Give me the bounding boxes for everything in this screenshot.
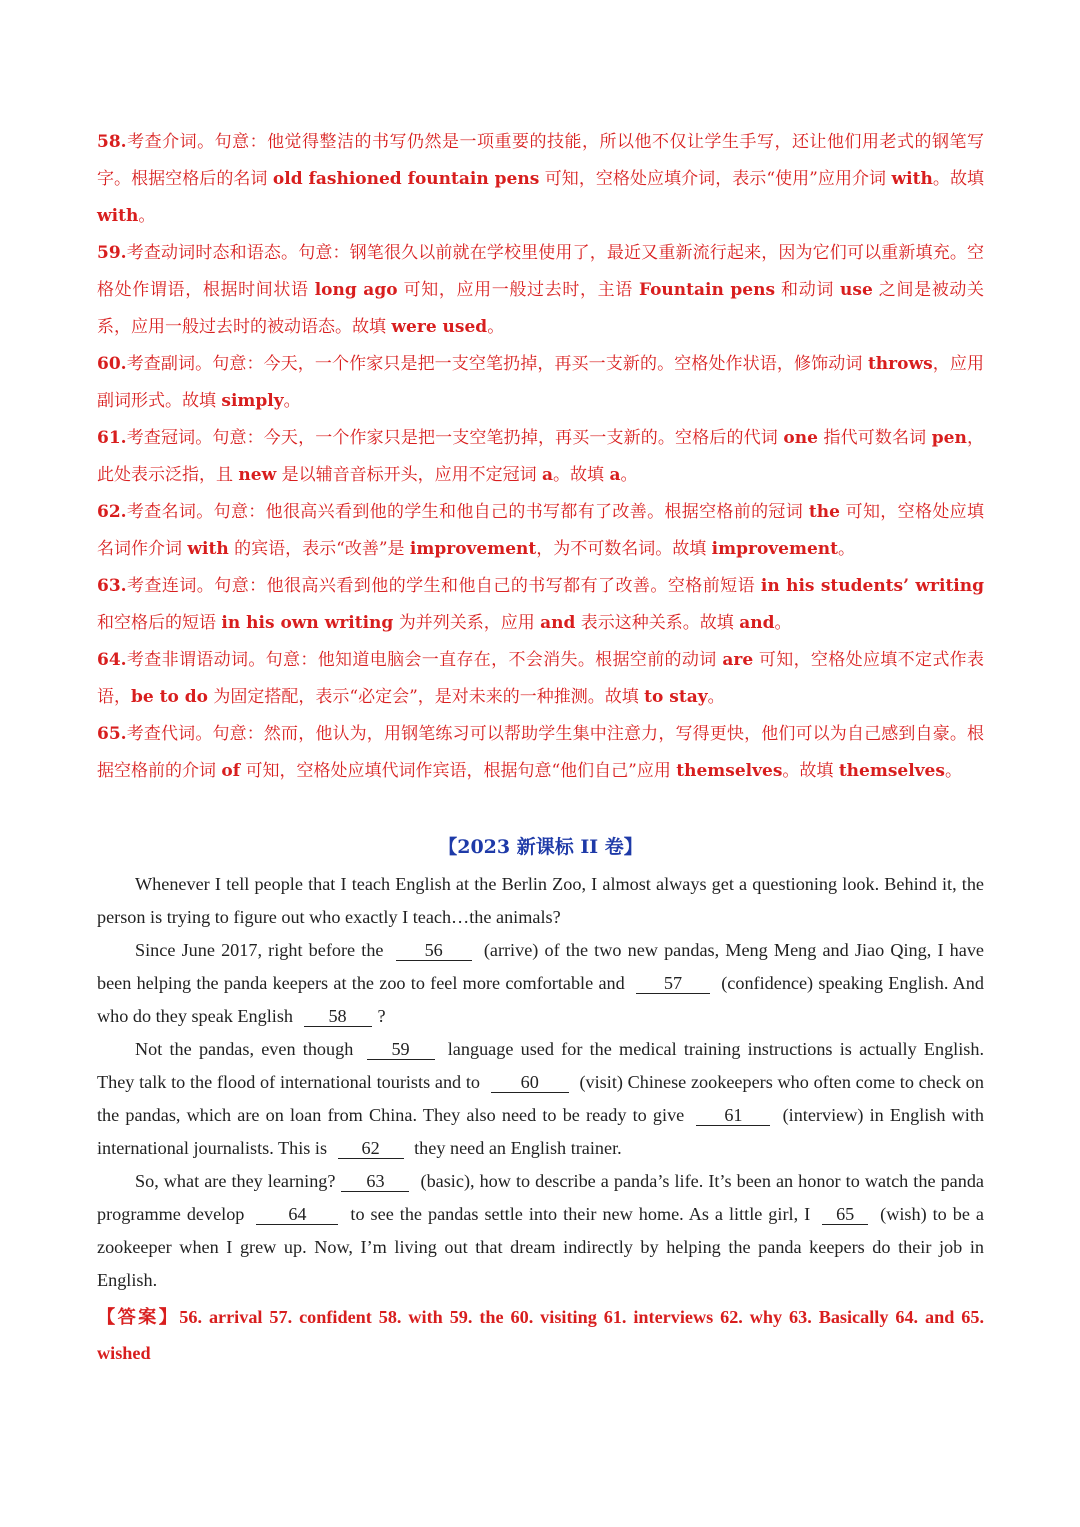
analysis-text: 。	[138, 206, 156, 226]
analysis-text: ，为不可数名词。故填	[536, 539, 712, 559]
analysis-keyword: themselves	[838, 761, 945, 781]
analysis-item-59	[97, 235, 984, 346]
blank-57: 57	[636, 973, 710, 994]
analysis-keyword: are	[722, 650, 754, 670]
analysis-keyword: of	[221, 761, 241, 781]
analysis-text: 考查介词。句意：他觉得整洁的书写仍然是一项重要的技能，所以他不仅让学生手写，还让他们用老式的钢笔写字。根据空格后的名词	[97, 132, 984, 189]
passage-text: (visit) Chinese zookeepers who often come to check on the pandas, which are on loan from China. They also need to be ready to give	[97, 1072, 984, 1125]
analysis-keyword: a	[542, 465, 554, 485]
analysis-text: 。故填	[932, 169, 984, 189]
analysis-item-61	[97, 420, 984, 494]
blank-58: 58	[304, 1006, 372, 1027]
analysis-text: 可知，应用一般过去时，主语	[397, 280, 639, 300]
analysis-keyword: a	[609, 465, 621, 485]
analysis-keyword: one	[783, 428, 818, 448]
analysis-text: 和动词	[775, 280, 841, 300]
analysis-text: 。	[707, 687, 725, 707]
analysis-text: 。故填	[553, 465, 610, 485]
analysis-keyword: with	[891, 169, 933, 189]
analysis-text: 表示这种关系。故填	[575, 613, 740, 633]
analysis-keyword: long ago	[314, 280, 398, 300]
analysis-text: 。	[620, 465, 638, 485]
analysis-text: 。	[944, 761, 962, 781]
analysis-keyword: simply	[221, 391, 284, 411]
analysis-text: 考查非谓语动词。句意：他知道电脑会一直存在，不会消失。根据空前的动词	[126, 650, 723, 670]
analysis-text: 考查冠词。句意：今天，一个作家只是把一支空笔扔掉，再买一支新的。空格后的代词	[126, 428, 784, 448]
analysis-text: 之间是被动关系，应用一般过去时的被动语态。故填	[97, 280, 984, 337]
analysis-keyword: with	[97, 206, 139, 226]
passage-text: (wish) to be a zookeeper when I grew up. Now, I’m living out that dream indirectly by helping the panda keepers do their job in English.	[97, 1204, 985, 1290]
analysis-item-65	[97, 716, 984, 790]
analysis-number: 63.	[97, 576, 127, 596]
analysis-keyword: were used	[391, 317, 488, 337]
analysis-keyword: in his own writing	[221, 613, 394, 633]
analysis-keyword: improvement	[711, 539, 839, 559]
analysis-number: 59.	[97, 243, 127, 263]
analysis-item-60	[97, 346, 984, 420]
analysis-keyword: old fashioned fountain pens	[272, 169, 540, 189]
passage-text: language used for the medical training instructions is actually English. They talk to the flood of international tourists and to	[97, 1039, 985, 1092]
answer-text: 56. arrival 57. confident 58. with 59. the 60. visiting 61. interviews 62. why 63. Basically 64. and 65. wished	[97, 1307, 984, 1363]
analysis-text: 指代可数名词	[817, 428, 932, 448]
answer-key	[97, 1299, 984, 1371]
analysis-item-58	[97, 124, 984, 235]
analysis-text: 可知，空格处应填名词作介词	[97, 502, 985, 559]
cloze-passage	[97, 868, 984, 1297]
analysis-text: 为并列关系，应用	[393, 613, 541, 633]
passage-paragraph	[97, 1165, 984, 1297]
analysis-keyword: and	[739, 613, 775, 633]
analysis-keyword: the	[808, 502, 840, 522]
analysis-text: 的宾语，表示“改善”是	[228, 539, 410, 559]
blank-65: 65	[822, 1204, 868, 1225]
analysis-text: 。	[487, 317, 505, 337]
answer-label: 【答案】	[97, 1307, 180, 1327]
blank-60: 60	[491, 1072, 569, 1093]
analysis-number: 58.	[97, 132, 127, 152]
analysis-text: 可知，空格处应填介词，表示“使用”应用介词	[539, 169, 892, 189]
analysis-keyword: new	[238, 465, 277, 485]
passage-text: to see the pandas settle into their new home. As a little girl, I	[344, 1204, 817, 1224]
passage-paragraph	[97, 868, 984, 934]
blank-62: 62	[338, 1138, 404, 1159]
analysis-text: ，应用副词形式。故填	[97, 354, 985, 411]
passage-text: (arrive) of the two new pandas, Meng Meng and Jiao Qing, I have been helping the panda keepers at the zoo to feel more comfortable and	[97, 940, 984, 993]
analysis-keyword: throws	[867, 354, 933, 374]
section-title: 【2023 新课标 II 卷】	[438, 836, 643, 858]
analysis-keyword: be to do	[131, 687, 208, 707]
passage-text: they need an English trainer.	[409, 1138, 622, 1158]
analysis-text: 考查副词。句意：今天，一个作家只是把一支空笔扔掉，再买一支新的。空格处作状语，修饰动词	[126, 354, 868, 374]
analysis-keyword: and	[540, 613, 576, 633]
analysis-text: 。	[838, 539, 856, 559]
analysis-keyword: pen	[931, 428, 967, 448]
passage-text: Whenever I tell people that I teach English at the Berlin Zoo, I almost always get a questioning look. Behind it, the person is trying to figure out who exactly I teach…the animals?	[97, 874, 984, 927]
analysis-text: 。	[283, 391, 301, 411]
analysis-text: 。	[774, 613, 792, 633]
analysis-text: 考查连词。句意：他很高兴看到他的学生和他自己的书写都有了改善。空格前短语	[126, 576, 761, 596]
analysis-keyword: with	[187, 539, 229, 559]
analysis-text: 是以辅音音标开头，应用不定冠词	[276, 465, 543, 485]
analysis-text: 可知，空格处应填不定式作表语，	[97, 650, 985, 707]
analysis-number: 61.	[97, 428, 127, 448]
blank-64: 64	[256, 1204, 338, 1225]
analysis-text: 。故填	[782, 761, 839, 781]
analysis-keyword: themselves	[676, 761, 783, 781]
passage-paragraph	[97, 1033, 984, 1165]
analysis-text: ，此处表示泛指，且	[97, 428, 984, 485]
answer-analysis-section	[97, 124, 984, 790]
analysis-text: 为固定搭配，表示“必定会”，是对未来的一种推测。故填	[207, 687, 645, 707]
passage-paragraph	[97, 934, 984, 1033]
analysis-keyword: to stay	[644, 687, 708, 707]
passage-text: Since June 2017, right before the	[135, 940, 390, 960]
blank-59: 59	[367, 1039, 435, 1060]
blank-56: 56	[396, 940, 472, 961]
analysis-text: 和空格后的短语	[97, 613, 222, 633]
analysis-text: 可知，空格处应填代词作宾语，根据句意“他们自己”应用	[240, 761, 677, 781]
passage-text: (basic), how to describe a panda’s life. It’s been an honor to watch the panda programme develop	[97, 1171, 985, 1224]
analysis-item-62	[97, 494, 984, 568]
analysis-number: 60.	[97, 354, 127, 374]
analysis-item-63	[97, 568, 984, 642]
analysis-number: 62.	[97, 502, 127, 522]
analysis-number: 65.	[97, 724, 127, 744]
passage-text: (confidence) speaking English. And who do they speak English	[97, 973, 984, 1026]
blank-61: 61	[696, 1105, 770, 1126]
analysis-keyword: improvement	[409, 539, 537, 559]
analysis-item-64	[97, 642, 984, 716]
analysis-number: 64.	[97, 650, 127, 670]
blank-63: 63	[341, 1171, 409, 1192]
analysis-text: 考查代词。句意：然而，他认为，用钢笔练习可以帮助学生集中注意力，写得更快，他们可以为自己感到自豪。根据空格前的介词	[97, 724, 984, 781]
passage-text: ?	[377, 1006, 386, 1026]
analysis-keyword: Fountain pens	[638, 280, 776, 300]
passage-text: So, what are they learning?	[135, 1171, 336, 1191]
passage-text: Not the pandas, even though	[135, 1039, 361, 1059]
passage-text: (interview) in English with international journalists. This is	[97, 1105, 984, 1158]
analysis-keyword: use	[840, 280, 873, 300]
analysis-keyword: in his students’ writing	[760, 576, 984, 596]
analysis-text: 考查动词时态和语态。句意：钢笔很久以前就在学校里使用了，最近又重新流行起来，因为它们可以重新填充。空格处作谓语，根据时间状语	[97, 243, 984, 300]
analysis-text: 考查名词。句意：他很高兴看到他的学生和他自己的书写都有了改善。根据空格前的冠词	[126, 502, 809, 522]
